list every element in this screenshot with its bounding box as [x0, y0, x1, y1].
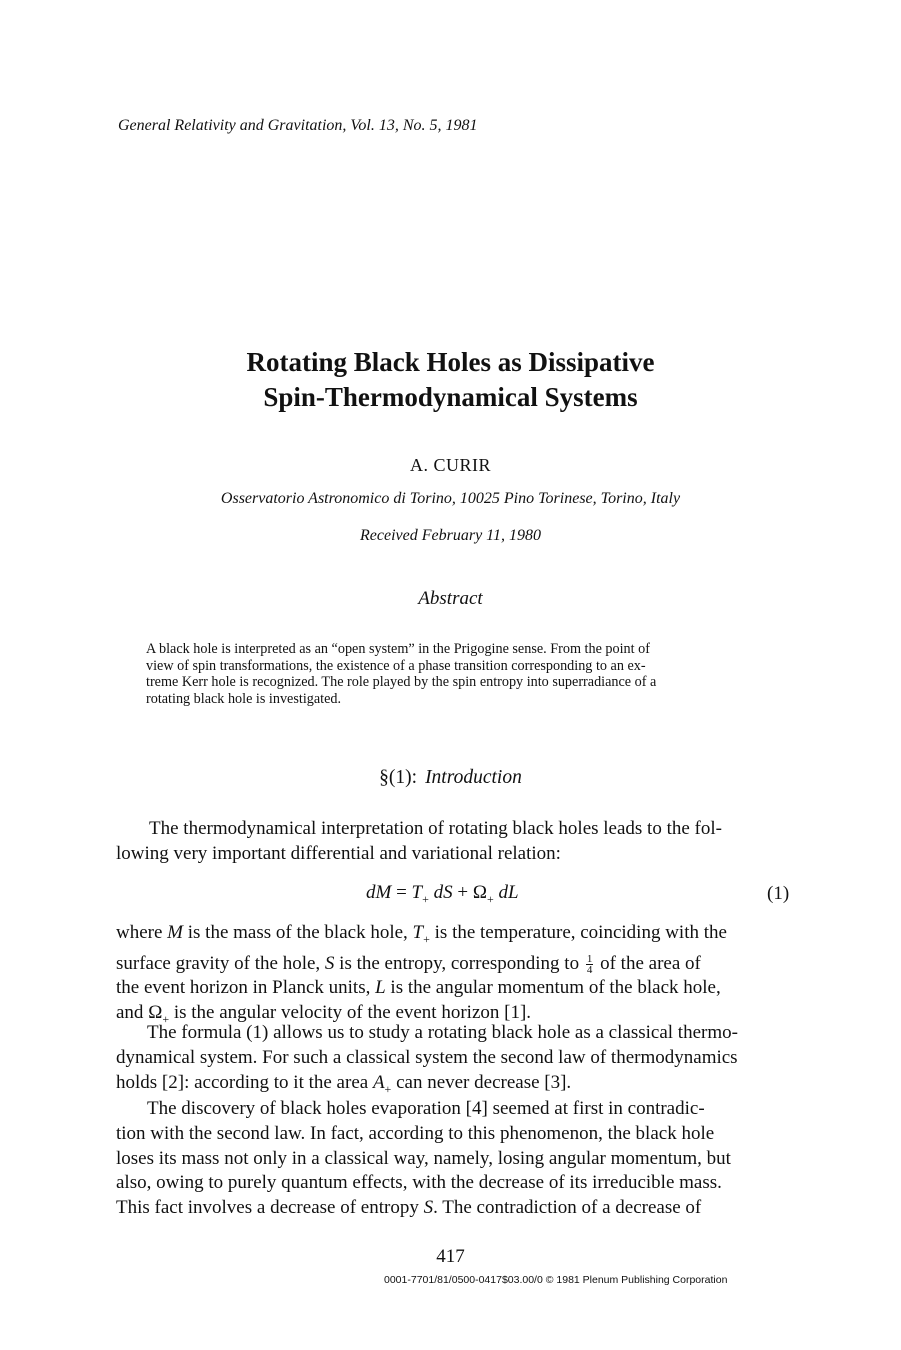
section-heading — [0, 767, 901, 789]
fraction-one-quarter: $\frac{1}{4}$ — [586, 952, 593, 976]
page-number: 417 — [436, 1246, 465, 1267]
affiliation: Osservatorio Astronomico di Torino, 10025 Pino Torinese, Torino, Italy — [220, 490, 681, 507]
body-line: surface gravity of the hole, S is the entropy, corresponding to $\frac{1}{4}$ of the area of — [116, 952, 701, 976]
body-line: tion with the second law. In fact, according to this phenomenon, the black hole — [116, 1122, 715, 1144]
paper-title — [0, 345, 901, 415]
body-line: This fact involves a decrease of entropy S. The contradiction of a decrease of — [116, 1197, 702, 1219]
author: A. CURIR — [409, 455, 491, 475]
equation-1: dM = $T_+$ dS + $\Omega_+$ dL — [366, 882, 519, 906]
body-line: The thermodynamical interpretation of rotating black holes leads to the fol- — [149, 818, 722, 839]
body-line: The formula (1) allows us to study a rotating black hole as a classical thermo- — [147, 1022, 738, 1043]
abstract-line: rotating black hole is investigated. — [146, 690, 342, 707]
title-line-1: Rotating Black Holes as Dissipative — [246, 347, 655, 377]
abstract-line: view of spin transformations, the existence of a phase transition corresponding to an ex- — [146, 657, 646, 674]
body-line: loses its mass not only in a classical way, namely, losing angular momentum, but — [116, 1147, 731, 1169]
paragraph-3 — [116, 1021, 796, 1101]
abstract-text — [146, 641, 786, 707]
body-line: The discovery of black holes evaporation [4] seemed at first in contradic- — [147, 1098, 705, 1119]
body-line: and $\Omega_+$ is the angular velocity of the event horizon [1]. — [116, 1002, 532, 1026]
paragraph-1 — [116, 817, 796, 867]
paragraph-2 — [116, 921, 796, 1032]
abstract-line: A black hole is interpreted as an “open system” in the Prigogine sense. From the point of — [146, 641, 650, 657]
body-line: lowing very important differential and variational relation: — [116, 842, 561, 864]
body-line: where M is the mass of the black hole, $T_+$ is the temperature, coinciding with the — [116, 922, 727, 946]
abstract-heading: Abstract — [418, 588, 483, 609]
journal-header: General Relativity and Gravitation, Vol. 13, No. 5, 1981 — [118, 117, 478, 134]
body-line: holds [2]: according to it the area $A_+$ can never decrease [3]. — [116, 1071, 572, 1096]
equation-number: (1) — [767, 883, 790, 904]
body-line: the event horizon in Planck units, L is the angular momentum of the black hole, — [116, 977, 721, 999]
paragraph-4 — [116, 1097, 796, 1221]
section-number: §(1): — [379, 767, 418, 788]
body-line: dynamical system. For such a classical system the second law of thermodynamics — [116, 1046, 738, 1068]
body-line: also, owing to purely quantum effects, with the decrease of its irreducible mass. — [116, 1172, 722, 1194]
section-title: Introduction — [425, 767, 522, 788]
title-line-2: Spin-Thermodynamical Systems — [263, 382, 638, 412]
abstract-line: treme Kerr hole is recognized. The role played by the spin entropy into superradiance of a — [146, 674, 657, 690]
copyright-line: 0001-7701/81/0500-0417$03.00/0 © 1981 Plenum Publishing Corporation — [384, 1274, 728, 1286]
received-date: Received February 11, 1980 — [360, 527, 541, 544]
